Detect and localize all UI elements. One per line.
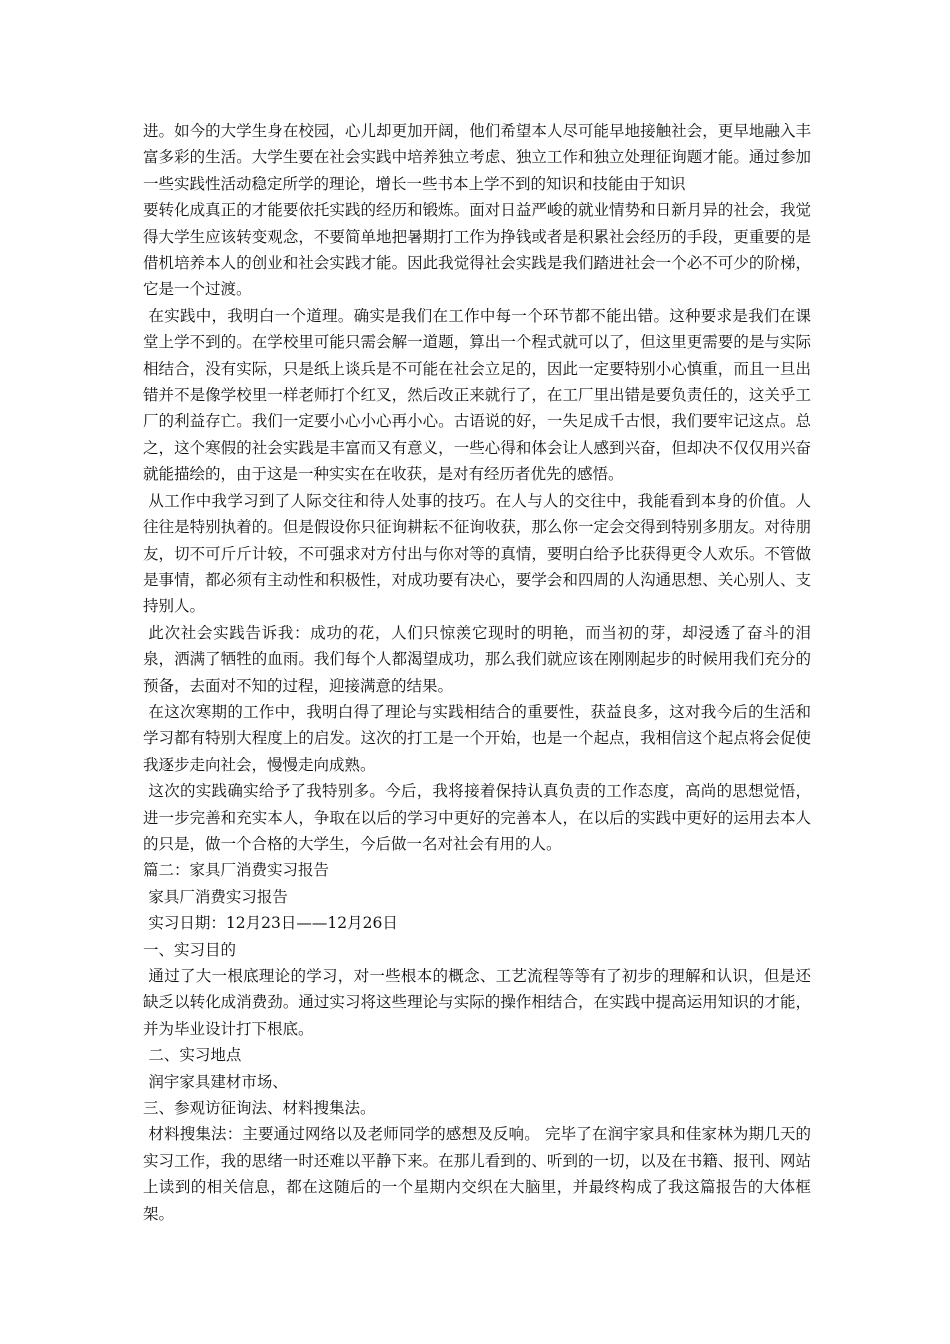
internship-dates: 实习日期：12月23日——12月26日	[148, 914, 398, 933]
paragraph-success: 此次社会实践告诉我：成功的花，人们只惊羡它现时的明艳，而当初的芽，却浸透了奋斗的泪泉，洒满了牺牲的血雨。我们每个人都渴望成功，那么我们就应该在刚刚起步的时候用我们充分的预备，去面对不知的过程，迎接满意的结果。	[143, 623, 811, 695]
paragraph-continuation: 进。如今的大学生身在校园，心儿却更加开阔，他们希望本人尽可能早地接触社会，更早地融入丰富多彩的生活。大学生要在社会实践中培养独立考虑、独立工作和独立处理征询题才能。通过参加一些实践性活动稳定所学的理论，增长一些书本上学不到的知识和技能由于知识	[143, 122, 811, 193]
heading-purpose: 一、实习目的	[143, 940, 237, 959]
paragraph-theory-practice: 在这次寒期的工作中，我明白得了理论与实践相结合的重要性，获益良多，这对我今后的生活和学习都有特别大程度上的启发。这次的打工是一个开始，也是一个起点，我相信这个起点将会促使我逐步走向社会，慢慢走向成熟。	[143, 702, 811, 774]
heading-methods: 三、参观访征询法、材料搜集法。	[143, 1099, 376, 1118]
paragraph-knowledge-practice: 要转化成真正的才能要依托实践的经历和锻炼。面对日益严峻的就业情势和日新月异的社会，我觉得大学生应该转变观念，不要简单地把暑期打工作为挣钱或者是积累社会经历的手段，更重要的是借机培养本人的创业和社会实践才能。因此我觉得社会实践是我们踏进社会一个必不可少的阶梯，它是一个过渡。	[143, 201, 811, 299]
paragraph-interpersonal: 从工作中我学习到了人际交往和待人处事的技巧。在人与人的交往中，我能看到本身的价值。人往往是特别执着的。但是假设你只征询耕耘不征询收获，那么你一定会交得到特别多朋友。对待朋友，切不可斤斤计较，不可强求对方付出与你对等的真情，要明白给予比获得更令人欢乐。不管做是事情，都必须有主动性和积极性，对成功要有决心，要学会和四周的人沟通思想、关心别人、支持别人。	[143, 491, 811, 616]
paragraph-no-errors: 在实践中，我明白一个道理。确实是我们在工作中每一个环节都不能出错。这种要求是我们在课堂上学不到的。在学校里可能只需会解一道题，算出一个程式就可以了，但这里更需要的是与实际相结合，没有实际，只是纸上谈兵是不可能在社会立足的，因此一定要特别小心慎重，而且一旦出错并不是像学校里一样老师打个红叉，然后改正来就行了，在工厂里出错是要负责任的，这关乎工厂的利益存亡。我们一定要小心小心再小心。古语说的好，一失足成千古恨，我们要牢记这点。总之，这个寒假的社会实践是丰富而又有意义，一些心得和体会让人感到兴奋，但却决不仅仅用兴奋就能描绘的，由于这是一种实实在在收获，是对有经历者优先的感悟。	[143, 306, 811, 484]
location-name: 润宇家具建材市场、	[148, 1072, 288, 1091]
heading-location: 二、实习地点	[148, 1046, 242, 1065]
section-title-part-two: 篇二：家具厂消费实习报告	[143, 861, 330, 880]
paragraph-purpose: 通过了大一根底理论的学习，对一些根本的概念、工艺流程等等有了初步的理解和认识，但是还缺乏以转化成消费劲。通过实习将这些理论与实际的操作相结合，在实践中提高运用知识的才能，并为毕业设计打下根底。	[143, 967, 811, 1038]
document-body	[143, 118, 811, 1227]
report-title: 家具厂消费实习报告	[148, 887, 288, 906]
paragraph-methods: 材料搜集法：主要通过网络以及老师同学的感想及反响。 完毕了在润宇家具和佳家林为期几天的实习工作，我的思绪一时还难以平静下来。在那儿看到的、听到的一切，以及在书籍、报刊、网站上读到的相关信息，都在这随后的一个星期内交织在大脑里，并最终构成了我这篇报告的大体框架。	[143, 1125, 811, 1223]
paragraph-conclusion: 这次的实践确实给予了我特别多。今后，我将接着保持认真负责的工作态度，高尚的思想觉悟，进一步完善和充实本人，争取在以后的学习中更好的完善本人，在以后的实践中更好的运用去本人的只是，做一个合格的大学生，今后做一名对社会有用的人。	[143, 782, 811, 853]
